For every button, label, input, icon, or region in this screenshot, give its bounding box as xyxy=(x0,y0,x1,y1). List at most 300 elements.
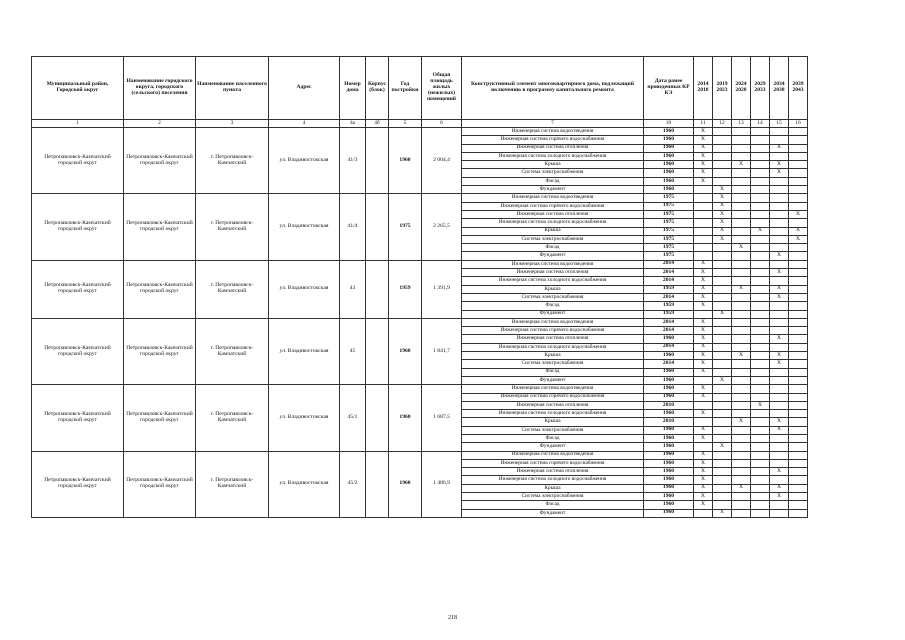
period-mark-cell xyxy=(713,343,732,351)
period-mark-cell xyxy=(751,202,770,210)
period-mark-cell xyxy=(751,509,770,517)
house-group xyxy=(32,194,808,260)
period-mark-cell xyxy=(789,468,808,476)
column-header: 2039 2043 xyxy=(789,57,808,120)
repair-program-table xyxy=(31,56,808,518)
repair-date-cell: 1960 xyxy=(644,426,694,434)
period-mark-cell xyxy=(732,509,751,517)
period-mark-cell xyxy=(732,177,751,185)
period-mark-cell xyxy=(732,451,751,459)
period-mark-cell: X xyxy=(732,244,751,252)
repair-date-cell: 1960 xyxy=(644,451,694,459)
column-number: 14 xyxy=(751,120,770,128)
period-mark-cell xyxy=(770,476,789,484)
column-number: 12 xyxy=(713,120,732,128)
build-year-cell: 1959 xyxy=(389,260,422,318)
repair-date-cell: 1960 xyxy=(644,501,694,509)
column-header: Конструктивный элемент многоквартирного дома, подлежащий включению в программу капитального ремонта xyxy=(462,57,644,120)
period-mark-cell xyxy=(751,219,770,227)
period-mark-cell xyxy=(789,451,808,459)
element-name-cell: Фасад xyxy=(462,177,644,185)
period-mark-cell xyxy=(770,202,789,210)
element-name-cell: Фундамент xyxy=(462,509,644,517)
period-mark-cell xyxy=(770,401,789,409)
header-row xyxy=(32,57,808,120)
repair-date-cell: 1960 xyxy=(644,459,694,467)
element-name-cell: Фасад xyxy=(462,368,644,376)
period-mark-cell: X xyxy=(770,169,789,177)
period-mark-cell xyxy=(789,484,808,492)
period-mark-cell xyxy=(789,144,808,152)
column-number: 4б xyxy=(366,120,389,128)
element-name-cell: Система электроснабжения xyxy=(462,169,644,177)
column-header: Год постройки xyxy=(389,57,422,120)
build-year-cell: 1975 xyxy=(389,194,422,260)
period-mark-cell: X xyxy=(770,293,789,301)
element-name-cell: Фасад xyxy=(462,302,644,310)
district-cell: Петропавловск-Камчатский городской округ xyxy=(32,451,124,517)
column-header: 2019 2023 xyxy=(713,57,732,120)
area-cell: 1 486,9 xyxy=(422,451,462,517)
period-mark-cell xyxy=(713,418,732,426)
repair-date-cell: 2014 xyxy=(644,293,694,301)
period-mark-cell xyxy=(732,434,751,442)
period-mark-cell xyxy=(770,376,789,384)
element-name-cell: Инженерная система горячего водоснабжения xyxy=(462,327,644,335)
period-mark-cell xyxy=(789,161,808,169)
column-number: 10 xyxy=(644,120,694,128)
column-header: Адрес xyxy=(269,57,340,120)
period-mark-cell: X xyxy=(694,343,713,351)
period-mark-cell xyxy=(789,194,808,202)
period-mark-cell xyxy=(713,169,732,177)
period-mark-cell: X xyxy=(713,235,732,243)
element-name-cell: Инженерная система отопления xyxy=(462,210,644,218)
repair-date-cell: 1959 xyxy=(644,302,694,310)
period-mark-cell xyxy=(751,128,770,136)
period-mark-cell xyxy=(732,493,751,501)
house-number-cell: 41/4 xyxy=(340,194,366,260)
column-number: 1 xyxy=(32,120,124,128)
period-mark-cell xyxy=(732,194,751,202)
period-mark-cell xyxy=(789,310,808,318)
period-mark-cell xyxy=(713,493,732,501)
period-mark-cell: X xyxy=(694,277,713,285)
period-mark-cell xyxy=(789,244,808,252)
repair-date-cell: 1960 xyxy=(644,476,694,484)
period-mark-cell: X xyxy=(694,493,713,501)
period-mark-cell xyxy=(732,277,751,285)
element-name-cell: Фундамент xyxy=(462,186,644,194)
period-mark-cell: X xyxy=(694,177,713,185)
house-number-cell: 45/1 xyxy=(340,385,366,451)
element-name-cell: Система электроснабжения xyxy=(462,360,644,368)
area-cell: 1 841,7 xyxy=(422,318,462,384)
element-name-cell: Крыша xyxy=(462,484,644,492)
column-header: Корпус (блок) xyxy=(366,57,389,120)
settlement-cell: Петропавловск-Камчатский городской округ xyxy=(124,318,196,384)
period-mark-cell xyxy=(751,376,770,384)
period-mark-cell xyxy=(751,410,770,418)
repair-date-cell: 1960 xyxy=(644,443,694,451)
period-mark-cell: X xyxy=(732,418,751,426)
repair-date-cell: 1959 xyxy=(644,285,694,293)
period-mark-cell xyxy=(713,484,732,492)
repair-date-cell: 1959 xyxy=(644,310,694,318)
period-mark-cell xyxy=(770,368,789,376)
period-mark-cell xyxy=(789,410,808,418)
element-name-cell: Фасад xyxy=(462,244,644,252)
period-mark-cell: X xyxy=(694,468,713,476)
period-mark-cell: X xyxy=(713,310,732,318)
period-mark-cell xyxy=(789,393,808,401)
element-name-cell: Крыша xyxy=(462,227,644,235)
period-mark-cell xyxy=(713,302,732,310)
repair-date-cell: 1975 xyxy=(644,194,694,202)
element-name-cell: Крыша xyxy=(462,352,644,360)
period-mark-cell: X xyxy=(770,493,789,501)
column-number: 2 xyxy=(124,120,196,128)
element-name-cell: Фасад xyxy=(462,434,644,442)
period-mark-cell xyxy=(732,235,751,243)
house-group xyxy=(32,451,808,517)
table-row xyxy=(32,385,808,393)
settlement-cell: Петропавловск-Камчатский городской округ xyxy=(124,194,196,260)
period-mark-cell xyxy=(789,152,808,160)
period-mark-cell xyxy=(789,177,808,185)
column-number: 4а xyxy=(340,120,366,128)
column-header: 2024 2028 xyxy=(732,57,751,120)
period-mark-cell xyxy=(751,269,770,277)
repair-date-cell: 1960 xyxy=(644,152,694,160)
period-mark-cell xyxy=(713,352,732,360)
period-mark-cell xyxy=(751,293,770,301)
period-mark-cell: X xyxy=(694,459,713,467)
repair-date-cell: 1960 xyxy=(644,393,694,401)
period-mark-cell xyxy=(713,136,732,144)
period-mark-cell xyxy=(713,459,732,467)
period-mark-cell: X xyxy=(732,161,751,169)
element-name-cell: Инженерная система горячего водоснабжения xyxy=(462,459,644,467)
period-mark-cell xyxy=(770,277,789,285)
period-mark-cell: X xyxy=(713,210,732,218)
element-name-cell: Инженерная система водоотведения xyxy=(462,385,644,393)
repair-date-cell: 1960 xyxy=(644,169,694,177)
period-mark-cell: X xyxy=(694,169,713,177)
period-mark-cell xyxy=(789,443,808,451)
period-mark-cell xyxy=(732,202,751,210)
period-mark-cell xyxy=(789,434,808,442)
period-mark-cell: X xyxy=(694,144,713,152)
period-mark-cell xyxy=(732,426,751,434)
period-mark-cell xyxy=(770,227,789,235)
element-name-cell: Инженерная система отопления xyxy=(462,401,644,409)
period-mark-cell xyxy=(789,169,808,177)
period-mark-cell xyxy=(713,252,732,260)
period-mark-cell xyxy=(751,426,770,434)
repair-date-cell: 2010 xyxy=(644,401,694,409)
period-mark-cell xyxy=(751,335,770,343)
period-mark-cell xyxy=(751,169,770,177)
column-header: Наименование городского округа, городского (сельского) поселения xyxy=(124,57,196,120)
period-mark-cell xyxy=(713,451,732,459)
block-cell xyxy=(366,451,389,517)
period-mark-cell xyxy=(770,501,789,509)
period-mark-cell xyxy=(732,401,751,409)
period-mark-cell xyxy=(789,269,808,277)
period-mark-cell xyxy=(770,186,789,194)
build-year-cell: 1960 xyxy=(389,128,422,194)
district-cell: Петропавловск-Камчатский городской округ xyxy=(32,260,124,318)
repair-date-cell: 2014 xyxy=(644,343,694,351)
period-mark-cell xyxy=(751,484,770,492)
block-cell xyxy=(366,194,389,260)
house-number-cell: 45 xyxy=(340,318,366,384)
period-mark-cell xyxy=(713,501,732,509)
period-mark-cell xyxy=(751,368,770,376)
repair-date-cell: 1975 xyxy=(644,202,694,210)
period-mark-cell xyxy=(713,318,732,326)
period-mark-cell xyxy=(751,235,770,243)
build-year-cell: 1960 xyxy=(389,385,422,451)
element-name-cell: Инженерная система горячего водоснабжения xyxy=(462,202,644,210)
period-mark-cell xyxy=(789,476,808,484)
period-mark-cell xyxy=(732,302,751,310)
period-mark-cell xyxy=(789,302,808,310)
period-mark-cell xyxy=(713,277,732,285)
locality-cell: г. Петропавловск-Камчатский xyxy=(196,260,269,318)
repair-date-cell: 1960 xyxy=(644,128,694,136)
period-mark-cell xyxy=(694,186,713,194)
column-header: Дата ранее проведенных КР КЭ xyxy=(644,57,694,120)
repair-date-cell: 1960 xyxy=(644,385,694,393)
period-mark-cell: X xyxy=(713,509,732,517)
period-mark-cell xyxy=(751,194,770,202)
repair-date-cell: 1960 xyxy=(644,493,694,501)
repair-date-cell: 1960 xyxy=(644,434,694,442)
district-cell: Петропавловск-Камчатский городской округ xyxy=(32,194,124,260)
period-mark-cell: X xyxy=(694,161,713,169)
period-mark-cell: X xyxy=(770,352,789,360)
repair-date-cell: 2010 xyxy=(644,418,694,426)
column-header: Общая площадь жилых (нежилых) помещений xyxy=(422,57,462,120)
period-mark-cell xyxy=(751,443,770,451)
period-mark-cell: X xyxy=(770,484,789,492)
period-mark-cell xyxy=(713,177,732,185)
period-mark-cell: X xyxy=(694,293,713,301)
address-cell: ул. Владивостокская xyxy=(269,451,340,517)
period-mark-cell: X xyxy=(770,144,789,152)
table-row xyxy=(32,451,808,459)
element-name-cell: Инженерная система отопления xyxy=(462,269,644,277)
period-mark-cell xyxy=(789,352,808,360)
period-mark-cell xyxy=(732,186,751,194)
period-mark-cell xyxy=(732,169,751,177)
period-mark-cell xyxy=(713,293,732,301)
column-header: 2034 2038 xyxy=(770,57,789,120)
period-mark-cell xyxy=(770,343,789,351)
period-mark-cell xyxy=(713,260,732,268)
period-mark-cell: X xyxy=(694,327,713,335)
element-name-cell: Инженерная система водоотведения xyxy=(462,318,644,326)
period-mark-cell: X xyxy=(770,269,789,277)
table-row xyxy=(32,128,808,136)
element-name-cell: Инженерная система отопления xyxy=(462,335,644,343)
district-cell: Петропавловск-Камчатский городской округ xyxy=(32,128,124,194)
period-mark-cell: X xyxy=(713,219,732,227)
element-name-cell: Инженерная система горячего водоснабжения xyxy=(462,393,644,401)
period-mark-cell xyxy=(751,468,770,476)
period-mark-cell xyxy=(694,252,713,260)
period-mark-cell: X xyxy=(713,202,732,210)
period-mark-cell xyxy=(751,144,770,152)
element-name-cell: Инженерная система холодного водоснабжения xyxy=(462,476,644,484)
period-mark-cell xyxy=(751,501,770,509)
period-mark-cell xyxy=(713,152,732,160)
period-mark-cell xyxy=(789,128,808,136)
period-mark-cell xyxy=(770,310,789,318)
district-cell: Петропавловск-Камчатский городской округ xyxy=(32,318,124,384)
period-mark-cell xyxy=(789,219,808,227)
period-mark-cell: X xyxy=(694,360,713,368)
period-mark-cell xyxy=(751,385,770,393)
period-mark-cell xyxy=(713,385,732,393)
element-name-cell: Фундамент xyxy=(462,252,644,260)
settlement-cell: Петропавловск-Камчатский городской округ xyxy=(124,385,196,451)
period-mark-cell xyxy=(732,360,751,368)
element-name-cell: Инженерная система холодного водоснабжения xyxy=(462,277,644,285)
period-mark-cell: X xyxy=(694,285,713,293)
period-mark-cell xyxy=(732,343,751,351)
period-mark-cell xyxy=(751,260,770,268)
period-mark-cell: X xyxy=(770,468,789,476)
period-mark-cell xyxy=(694,227,713,235)
period-mark-cell xyxy=(751,451,770,459)
period-mark-cell xyxy=(751,302,770,310)
period-mark-cell xyxy=(732,310,751,318)
period-mark-cell: X xyxy=(713,227,732,235)
repair-date-cell: 2014 xyxy=(644,318,694,326)
area-cell: 1 687,5 xyxy=(422,385,462,451)
element-name-cell: Крыша xyxy=(462,161,644,169)
period-mark-cell: X xyxy=(770,426,789,434)
period-mark-cell xyxy=(789,426,808,434)
repair-date-cell: 1960 xyxy=(644,410,694,418)
period-mark-cell xyxy=(732,136,751,144)
period-mark-cell: X xyxy=(713,194,732,202)
block-cell xyxy=(366,385,389,451)
element-name-cell: Инженерная система холодного водоснабжения xyxy=(462,410,644,418)
period-mark-cell xyxy=(694,418,713,426)
period-mark-cell xyxy=(713,426,732,434)
repair-date-cell: 2014 xyxy=(644,327,694,335)
table-row xyxy=(32,318,808,326)
period-mark-cell xyxy=(713,269,732,277)
element-name-cell: Инженерная система водоотведения xyxy=(462,128,644,136)
period-mark-cell xyxy=(732,144,751,152)
period-mark-cell xyxy=(751,161,770,169)
period-mark-cell xyxy=(789,252,808,260)
element-name-cell: Фундамент xyxy=(462,376,644,384)
period-mark-cell xyxy=(770,318,789,326)
period-mark-cell xyxy=(713,244,732,252)
area-cell: 2 004,4 xyxy=(422,128,462,194)
period-mark-cell: X xyxy=(694,385,713,393)
period-mark-cell xyxy=(751,152,770,160)
period-mark-cell xyxy=(770,327,789,335)
address-cell: ул. Владивостокская xyxy=(269,318,340,384)
period-mark-cell xyxy=(732,128,751,136)
block-cell xyxy=(366,318,389,384)
period-mark-cell: X xyxy=(732,285,751,293)
period-mark-cell xyxy=(751,434,770,442)
period-mark-cell: X xyxy=(694,152,713,160)
table-row xyxy=(32,260,808,268)
period-mark-cell xyxy=(732,219,751,227)
column-number: 15 xyxy=(770,120,789,128)
period-mark-cell xyxy=(770,385,789,393)
period-mark-cell xyxy=(751,277,770,285)
period-mark-cell: X xyxy=(694,426,713,434)
period-mark-cell xyxy=(789,318,808,326)
period-mark-cell xyxy=(789,360,808,368)
period-mark-cell xyxy=(732,318,751,326)
period-mark-cell xyxy=(751,244,770,252)
period-mark-cell: X xyxy=(789,210,808,218)
element-name-cell: Система электроснабжения xyxy=(462,426,644,434)
period-mark-cell: X xyxy=(694,484,713,492)
element-name-cell: Фундамент xyxy=(462,443,644,451)
period-mark-cell: X xyxy=(751,227,770,235)
element-name-cell: Инженерная система водоотведения xyxy=(462,451,644,459)
period-mark-cell xyxy=(770,128,789,136)
repair-date-cell: 1960 xyxy=(644,376,694,384)
period-mark-cell xyxy=(751,318,770,326)
element-name-cell: Инженерная система горячего водоснабжения xyxy=(462,136,644,144)
period-mark-cell xyxy=(713,393,732,401)
period-mark-cell xyxy=(770,210,789,218)
element-name-cell: Фасад xyxy=(462,501,644,509)
period-mark-cell xyxy=(732,393,751,401)
repair-date-cell: 1960 xyxy=(644,368,694,376)
period-mark-cell: X xyxy=(789,227,808,235)
repair-date-cell: 1960 xyxy=(644,352,694,360)
locality-cell: г. Петропавловск-Камчатский xyxy=(196,318,269,384)
address-cell: ул. Владивостокская xyxy=(269,194,340,260)
period-mark-cell: X xyxy=(770,285,789,293)
period-mark-cell xyxy=(751,327,770,335)
column-number-row xyxy=(32,120,808,128)
district-cell: Петропавловск-Камчатский городской округ xyxy=(32,385,124,451)
repair-date-cell: 1975 xyxy=(644,244,694,252)
period-mark-cell: X xyxy=(694,269,713,277)
element-name-cell: Инженерная система холодного водоснабжения xyxy=(462,219,644,227)
element-name-cell: Система электроснабжения xyxy=(462,293,644,301)
repair-date-cell: 1975 xyxy=(644,219,694,227)
address-cell: ул. Владивостокская xyxy=(269,128,340,194)
period-mark-cell xyxy=(789,376,808,384)
column-header: Наименование населенного пункта xyxy=(196,57,269,120)
period-mark-cell xyxy=(789,136,808,144)
period-mark-cell xyxy=(789,459,808,467)
period-mark-cell xyxy=(732,476,751,484)
column-header: Номер дома xyxy=(340,57,366,120)
period-mark-cell xyxy=(751,177,770,185)
period-mark-cell xyxy=(751,393,770,401)
period-mark-cell: X xyxy=(694,335,713,343)
period-mark-cell xyxy=(694,310,713,318)
repair-date-cell: 1960 xyxy=(644,136,694,144)
